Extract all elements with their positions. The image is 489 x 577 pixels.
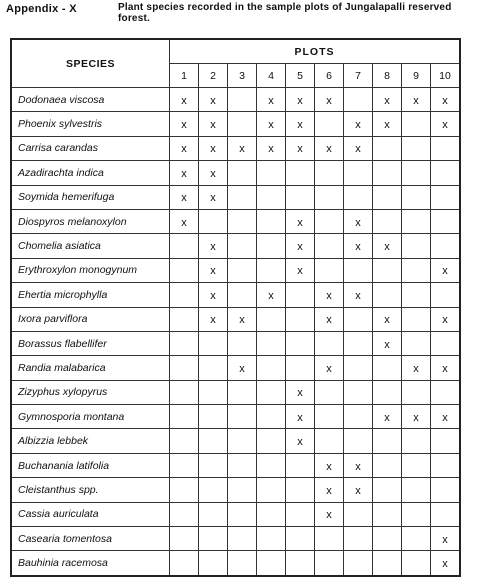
species-name: Cleistanthus spp. bbox=[11, 478, 170, 502]
empty-cell bbox=[286, 356, 315, 380]
plot-number-header: 3 bbox=[228, 64, 257, 88]
presence-mark: x bbox=[373, 405, 402, 429]
empty-cell bbox=[257, 258, 286, 282]
presence-mark: x bbox=[170, 136, 199, 160]
empty-cell bbox=[402, 551, 431, 576]
empty-cell bbox=[286, 283, 315, 307]
empty-cell bbox=[257, 185, 286, 209]
empty-cell bbox=[170, 405, 199, 429]
empty-cell bbox=[228, 209, 257, 233]
appendix-label: Appendix - X bbox=[6, 3, 77, 15]
presence-mark: x bbox=[228, 136, 257, 160]
empty-cell bbox=[286, 502, 315, 526]
species-name: Albizzia lebbek bbox=[11, 429, 170, 453]
presence-mark: x bbox=[315, 283, 344, 307]
plot-number-header: 4 bbox=[257, 64, 286, 88]
empty-cell bbox=[402, 136, 431, 160]
empty-cell bbox=[402, 527, 431, 551]
presence-mark: x bbox=[344, 234, 373, 258]
species-name: Randia malabarica bbox=[11, 356, 170, 380]
species-name: Erythroxylon monogynum bbox=[11, 258, 170, 282]
plots-group-header: PLOTS bbox=[170, 39, 461, 64]
empty-cell bbox=[373, 283, 402, 307]
presence-mark: x bbox=[199, 283, 228, 307]
empty-cell bbox=[315, 380, 344, 404]
table-row bbox=[11, 112, 460, 136]
empty-cell bbox=[402, 331, 431, 355]
plot-number-header: 6 bbox=[315, 64, 344, 88]
presence-mark: x bbox=[315, 136, 344, 160]
empty-cell bbox=[170, 258, 199, 282]
table-row bbox=[11, 356, 460, 380]
presence-mark: x bbox=[170, 209, 199, 233]
empty-cell bbox=[228, 453, 257, 477]
empty-cell bbox=[228, 502, 257, 526]
empty-cell bbox=[373, 161, 402, 185]
empty-cell bbox=[402, 478, 431, 502]
empty-cell bbox=[257, 429, 286, 453]
empty-cell bbox=[402, 161, 431, 185]
empty-cell bbox=[344, 331, 373, 355]
presence-mark: x bbox=[431, 356, 461, 380]
plot-number-header: 9 bbox=[402, 64, 431, 88]
plot-number-header: 5 bbox=[286, 64, 315, 88]
empty-cell bbox=[402, 453, 431, 477]
presence-mark: x bbox=[199, 112, 228, 136]
presence-mark: x bbox=[199, 161, 228, 185]
empty-cell bbox=[170, 527, 199, 551]
presence-mark: x bbox=[431, 551, 461, 576]
species-name: Bauhinia racemosa bbox=[11, 551, 170, 576]
empty-cell bbox=[344, 527, 373, 551]
empty-cell bbox=[315, 331, 344, 355]
empty-cell bbox=[315, 527, 344, 551]
species-name: Gymnosporia montana bbox=[11, 405, 170, 429]
empty-cell bbox=[257, 307, 286, 331]
presence-mark: x bbox=[286, 405, 315, 429]
presence-mark: x bbox=[431, 112, 461, 136]
empty-cell bbox=[344, 185, 373, 209]
empty-cell bbox=[373, 527, 402, 551]
empty-cell bbox=[228, 380, 257, 404]
table-row bbox=[11, 234, 460, 258]
empty-cell bbox=[344, 551, 373, 576]
presence-mark: x bbox=[170, 88, 199, 112]
empty-cell bbox=[257, 502, 286, 526]
empty-cell bbox=[257, 478, 286, 502]
table-row bbox=[11, 185, 460, 209]
empty-cell bbox=[257, 209, 286, 233]
presence-mark: x bbox=[315, 307, 344, 331]
empty-cell bbox=[373, 185, 402, 209]
empty-cell bbox=[286, 161, 315, 185]
empty-cell bbox=[431, 380, 461, 404]
empty-cell bbox=[257, 405, 286, 429]
table-row bbox=[11, 258, 460, 282]
presence-mark: x bbox=[315, 356, 344, 380]
presence-mark: x bbox=[199, 258, 228, 282]
presence-mark: x bbox=[199, 88, 228, 112]
species-name: Borassus flabellifer bbox=[11, 331, 170, 355]
empty-cell bbox=[199, 527, 228, 551]
empty-cell bbox=[199, 405, 228, 429]
empty-cell bbox=[402, 380, 431, 404]
empty-cell bbox=[315, 405, 344, 429]
species-name: Carrisa carandas bbox=[11, 136, 170, 160]
empty-cell bbox=[170, 478, 199, 502]
species-name: Phoenix sylvestris bbox=[11, 112, 170, 136]
empty-cell bbox=[402, 307, 431, 331]
table-header-row bbox=[11, 39, 460, 64]
empty-cell bbox=[228, 283, 257, 307]
table-body bbox=[11, 88, 460, 576]
presence-mark: x bbox=[286, 380, 315, 404]
table-row bbox=[11, 283, 460, 307]
empty-cell bbox=[315, 112, 344, 136]
empty-cell bbox=[286, 478, 315, 502]
empty-cell bbox=[228, 161, 257, 185]
empty-cell bbox=[431, 429, 461, 453]
presence-mark: x bbox=[257, 136, 286, 160]
presence-mark: x bbox=[315, 88, 344, 112]
empty-cell bbox=[199, 380, 228, 404]
empty-cell bbox=[373, 502, 402, 526]
empty-cell bbox=[402, 185, 431, 209]
empty-cell bbox=[344, 380, 373, 404]
empty-cell bbox=[344, 88, 373, 112]
empty-cell bbox=[402, 502, 431, 526]
presence-mark: x bbox=[344, 209, 373, 233]
empty-cell bbox=[170, 502, 199, 526]
empty-cell bbox=[431, 234, 461, 258]
presence-mark: x bbox=[286, 429, 315, 453]
empty-cell bbox=[199, 356, 228, 380]
presence-mark: x bbox=[373, 112, 402, 136]
empty-cell bbox=[257, 331, 286, 355]
presence-mark: x bbox=[315, 502, 344, 526]
species-name: Ehertia microphylla bbox=[11, 283, 170, 307]
presence-mark: x bbox=[315, 478, 344, 502]
empty-cell bbox=[373, 380, 402, 404]
empty-cell bbox=[199, 331, 228, 355]
empty-cell bbox=[344, 161, 373, 185]
empty-cell bbox=[431, 136, 461, 160]
table-row bbox=[11, 307, 460, 331]
presence-mark: x bbox=[199, 234, 228, 258]
empty-cell bbox=[373, 356, 402, 380]
species-name: Buchanania latifolia bbox=[11, 453, 170, 477]
empty-cell bbox=[170, 551, 199, 576]
species-name: Dodonaea viscosa bbox=[11, 88, 170, 112]
presence-mark: x bbox=[228, 356, 257, 380]
empty-cell bbox=[286, 307, 315, 331]
empty-cell bbox=[228, 112, 257, 136]
empty-cell bbox=[170, 283, 199, 307]
table-row bbox=[11, 429, 460, 453]
empty-cell bbox=[199, 478, 228, 502]
empty-cell bbox=[315, 209, 344, 233]
empty-cell bbox=[315, 185, 344, 209]
plot-number-header: 8 bbox=[373, 64, 402, 88]
presence-mark: x bbox=[286, 234, 315, 258]
empty-cell bbox=[199, 209, 228, 233]
plot-number-header: 10 bbox=[431, 64, 461, 88]
table-row bbox=[11, 209, 460, 233]
empty-cell bbox=[228, 527, 257, 551]
presence-mark: x bbox=[170, 185, 199, 209]
empty-cell bbox=[344, 258, 373, 282]
empty-cell bbox=[431, 185, 461, 209]
presence-mark: x bbox=[315, 453, 344, 477]
empty-cell bbox=[402, 209, 431, 233]
table-row bbox=[11, 136, 460, 160]
empty-cell bbox=[199, 502, 228, 526]
empty-cell bbox=[286, 453, 315, 477]
empty-cell bbox=[431, 161, 461, 185]
presence-mark: x bbox=[257, 283, 286, 307]
empty-cell bbox=[373, 136, 402, 160]
empty-cell bbox=[344, 307, 373, 331]
page-header bbox=[0, 0, 489, 36]
presence-mark: x bbox=[344, 453, 373, 477]
plot-number-header: 7 bbox=[344, 64, 373, 88]
species-name: Soymida hemerifuga bbox=[11, 185, 170, 209]
empty-cell bbox=[315, 258, 344, 282]
empty-cell bbox=[373, 478, 402, 502]
presence-mark: x bbox=[373, 331, 402, 355]
species-name: Casearia tomentosa bbox=[11, 527, 170, 551]
empty-cell bbox=[431, 209, 461, 233]
empty-cell bbox=[199, 429, 228, 453]
table-row bbox=[11, 502, 460, 526]
empty-cell bbox=[431, 283, 461, 307]
presence-mark: x bbox=[228, 307, 257, 331]
table-row bbox=[11, 331, 460, 355]
species-name: Chomelia asiatica bbox=[11, 234, 170, 258]
empty-cell bbox=[228, 551, 257, 576]
plot-number-header: 1 bbox=[170, 64, 199, 88]
table-caption: Plant species recorded in the sample plots of Jungalapalli reserved forest. bbox=[118, 2, 452, 24]
empty-cell bbox=[344, 356, 373, 380]
empty-cell bbox=[344, 405, 373, 429]
empty-cell bbox=[170, 356, 199, 380]
empty-cell bbox=[431, 478, 461, 502]
presence-mark: x bbox=[344, 478, 373, 502]
empty-cell bbox=[228, 258, 257, 282]
empty-cell bbox=[373, 209, 402, 233]
empty-cell bbox=[170, 307, 199, 331]
empty-cell bbox=[170, 331, 199, 355]
table-row bbox=[11, 453, 460, 477]
presence-mark: x bbox=[402, 405, 431, 429]
empty-cell bbox=[373, 453, 402, 477]
empty-cell bbox=[344, 429, 373, 453]
empty-cell bbox=[402, 234, 431, 258]
empty-cell bbox=[286, 527, 315, 551]
presence-mark: x bbox=[431, 527, 461, 551]
table-row bbox=[11, 88, 460, 112]
presence-mark: x bbox=[373, 234, 402, 258]
presence-mark: x bbox=[170, 161, 199, 185]
empty-cell bbox=[257, 161, 286, 185]
table-row bbox=[11, 478, 460, 502]
presence-mark: x bbox=[402, 356, 431, 380]
presence-mark: x bbox=[373, 307, 402, 331]
empty-cell bbox=[431, 331, 461, 355]
empty-cell bbox=[228, 88, 257, 112]
table-row bbox=[11, 551, 460, 576]
empty-cell bbox=[170, 234, 199, 258]
empty-cell bbox=[431, 502, 461, 526]
empty-cell bbox=[170, 429, 199, 453]
empty-cell bbox=[228, 429, 257, 453]
presence-mark: x bbox=[431, 88, 461, 112]
empty-cell bbox=[257, 234, 286, 258]
empty-cell bbox=[373, 258, 402, 282]
presence-mark: x bbox=[402, 88, 431, 112]
empty-cell bbox=[373, 551, 402, 576]
species-name: Ixora parviflora bbox=[11, 307, 170, 331]
empty-cell bbox=[228, 478, 257, 502]
empty-cell bbox=[315, 551, 344, 576]
presence-mark: x bbox=[344, 112, 373, 136]
empty-cell bbox=[431, 453, 461, 477]
presence-mark: x bbox=[344, 283, 373, 307]
empty-cell bbox=[402, 283, 431, 307]
presence-mark: x bbox=[170, 112, 199, 136]
table-row bbox=[11, 527, 460, 551]
species-plot-table bbox=[10, 38, 461, 577]
empty-cell bbox=[199, 551, 228, 576]
species-name: Diospyros melanoxylon bbox=[11, 209, 170, 233]
empty-cell bbox=[344, 502, 373, 526]
empty-cell bbox=[315, 234, 344, 258]
presence-mark: x bbox=[199, 307, 228, 331]
species-name: Azadirachta indica bbox=[11, 161, 170, 185]
presence-mark: x bbox=[286, 88, 315, 112]
empty-cell bbox=[402, 429, 431, 453]
empty-cell bbox=[228, 405, 257, 429]
presence-mark: x bbox=[373, 88, 402, 112]
plot-number-header: 2 bbox=[199, 64, 228, 88]
empty-cell bbox=[170, 380, 199, 404]
presence-mark: x bbox=[431, 258, 461, 282]
empty-cell bbox=[286, 551, 315, 576]
empty-cell bbox=[199, 453, 228, 477]
species-name: Zizyphus xylopyrus bbox=[11, 380, 170, 404]
table-row bbox=[11, 405, 460, 429]
table-row bbox=[11, 380, 460, 404]
empty-cell bbox=[315, 161, 344, 185]
presence-mark: x bbox=[344, 136, 373, 160]
presence-mark: x bbox=[257, 88, 286, 112]
presence-mark: x bbox=[286, 209, 315, 233]
presence-mark: x bbox=[257, 112, 286, 136]
empty-cell bbox=[286, 331, 315, 355]
empty-cell bbox=[257, 356, 286, 380]
empty-cell bbox=[373, 429, 402, 453]
empty-cell bbox=[228, 331, 257, 355]
empty-cell bbox=[257, 380, 286, 404]
presence-mark: x bbox=[431, 307, 461, 331]
empty-cell bbox=[257, 453, 286, 477]
empty-cell bbox=[402, 258, 431, 282]
empty-cell bbox=[228, 234, 257, 258]
presence-mark: x bbox=[199, 185, 228, 209]
empty-cell bbox=[315, 429, 344, 453]
presence-mark: x bbox=[431, 405, 461, 429]
presence-mark: x bbox=[286, 136, 315, 160]
empty-cell bbox=[402, 112, 431, 136]
empty-cell bbox=[170, 453, 199, 477]
species-column-header: SPECIES bbox=[11, 39, 170, 88]
presence-mark: x bbox=[286, 258, 315, 282]
presence-mark: x bbox=[286, 112, 315, 136]
empty-cell bbox=[257, 527, 286, 551]
presence-mark: x bbox=[199, 136, 228, 160]
species-name: Cassia auriculata bbox=[11, 502, 170, 526]
empty-cell bbox=[257, 551, 286, 576]
empty-cell bbox=[286, 185, 315, 209]
empty-cell bbox=[228, 185, 257, 209]
table-row bbox=[11, 161, 460, 185]
